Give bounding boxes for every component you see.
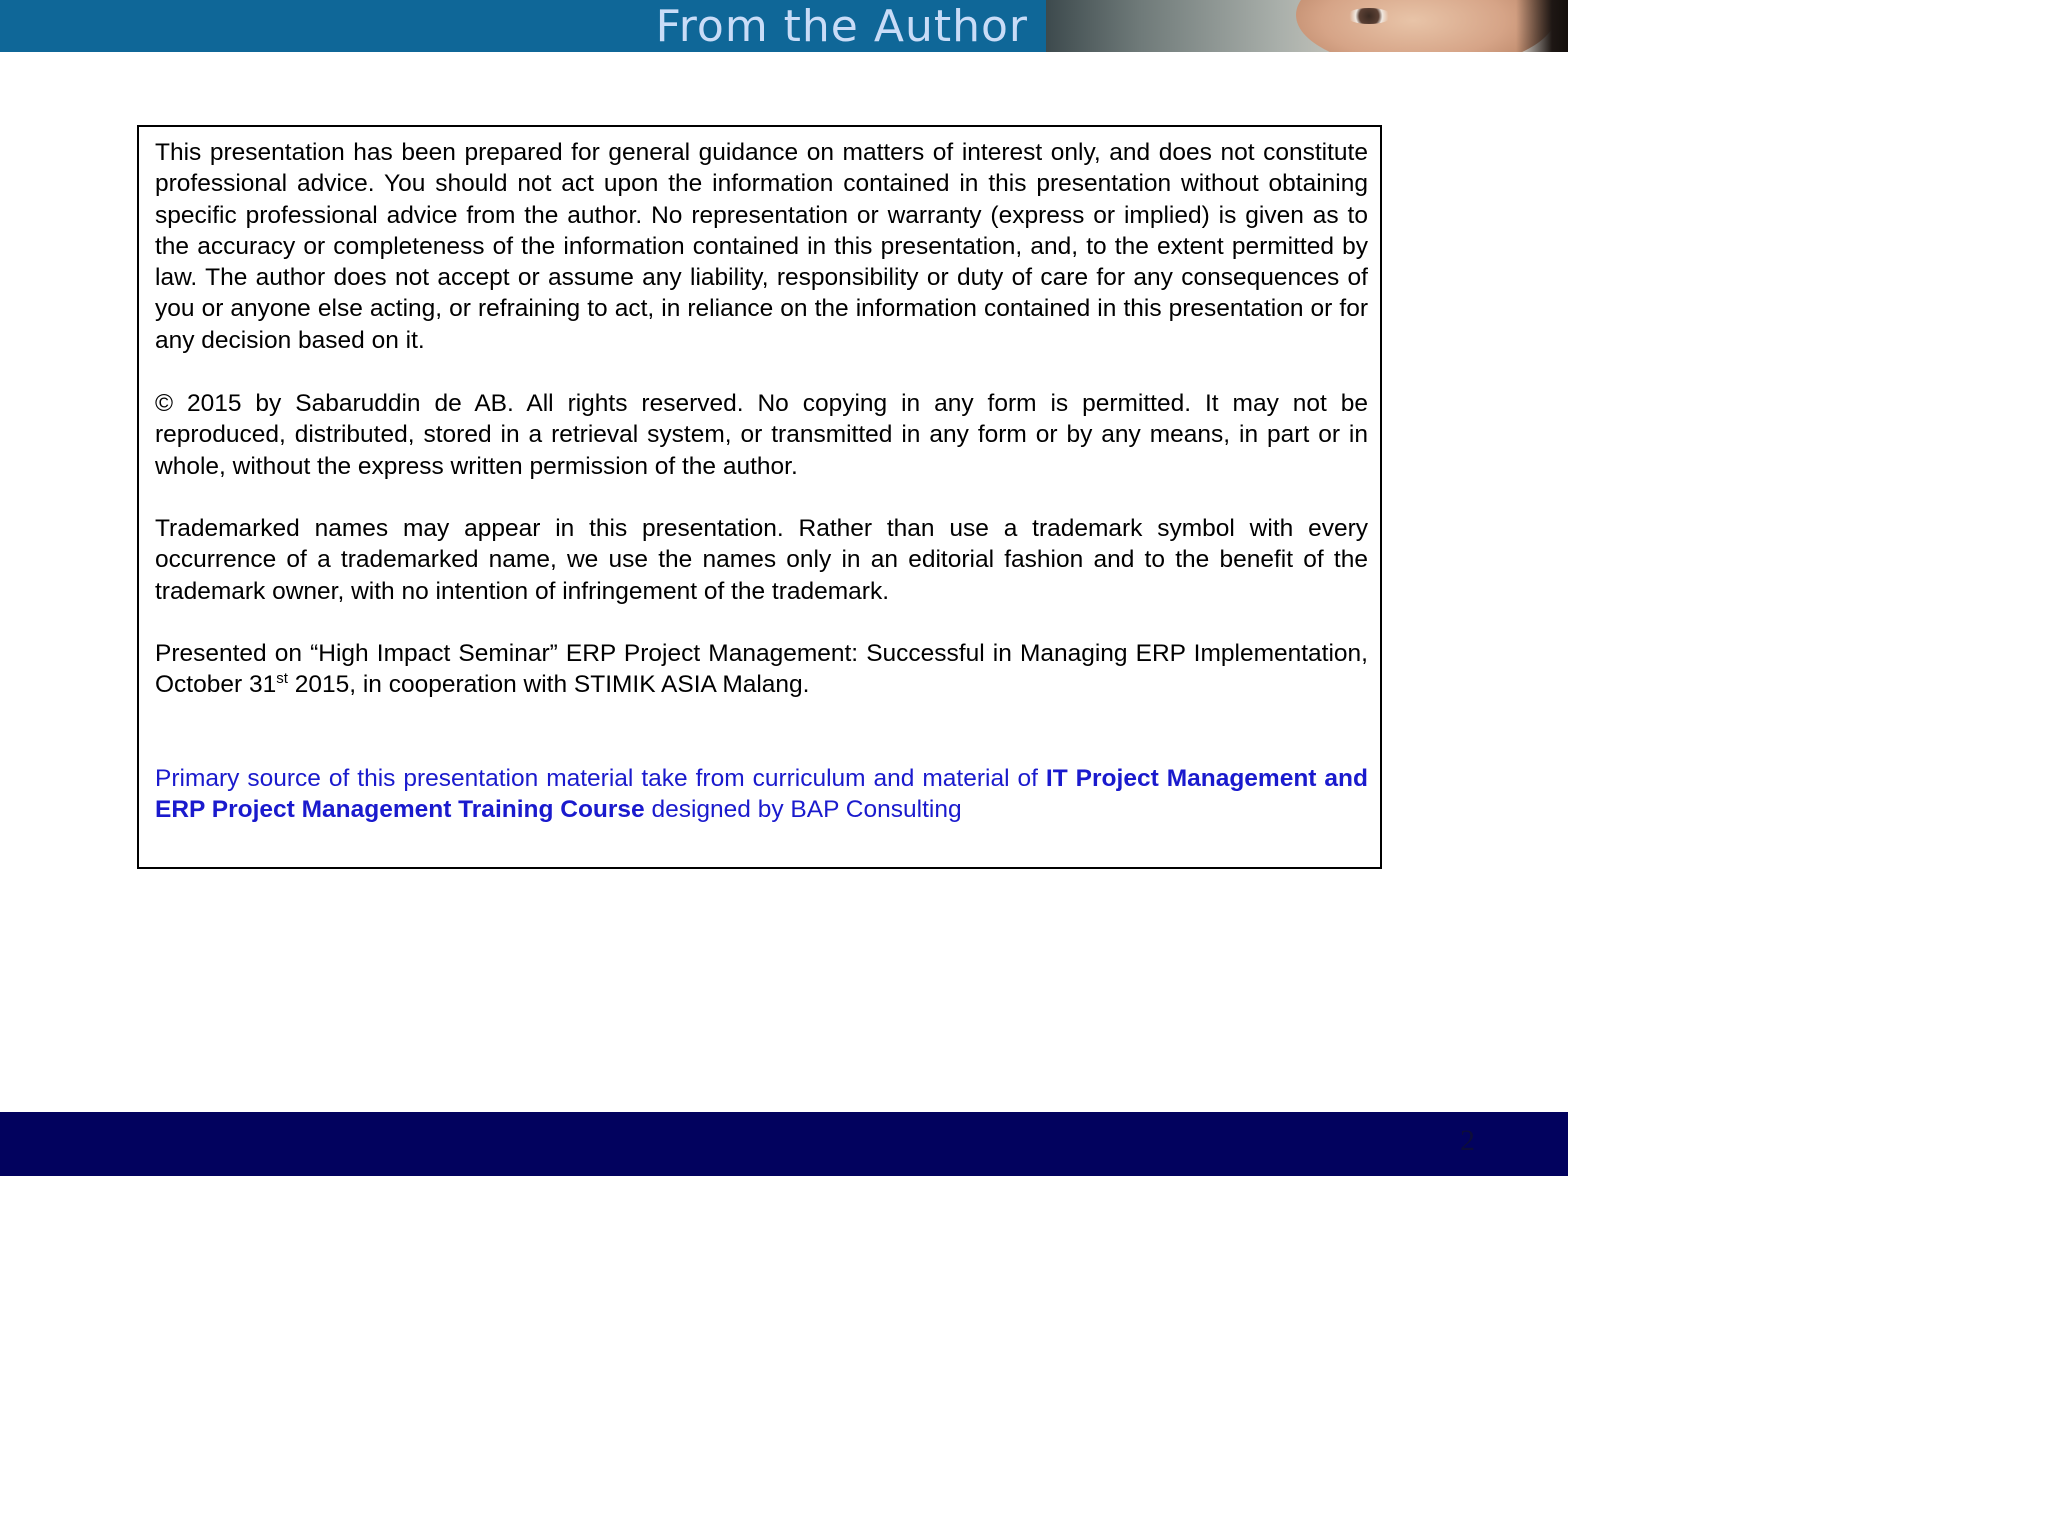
- course-name: IT Project Management and ERP Project Management Training Course: [155, 765, 1368, 824]
- header-photo: [1046, 0, 1568, 52]
- trademark-paragraph: Trademarked names may appear in this presentation. Rather than use a trademark symbol with every occurrence of a trademarked name, we use the names only in an editorial fashion and to the benefit of the trademark owner, with no intention of infringement of the trademark.: [155, 515, 1368, 605]
- slide-title: From the Author: [655, 1, 1028, 52]
- ordinal-superscript: st: [276, 670, 288, 688]
- hair-image: [1516, 0, 1568, 52]
- eye-image: [1346, 8, 1392, 24]
- presented-text-end: 2015, in cooperation with STIMIK ASIA Malang.: [287, 671, 810, 699]
- author-note-box: [137, 125, 1382, 869]
- source-outro: designed by BAP Consulting: [644, 796, 962, 824]
- copyright-paragraph: © 2015 by Sabaruddin de AB. All rights reserved. No copying in any form is permitted. It may not be reproduced, distributed, stored in a retrieval system, or transmitted in any form or by any means, in part or in whole, without the express written permission of the author.: [155, 390, 1368, 480]
- presented-paragraph: [155, 638, 1368, 701]
- source-paragraph: [155, 763, 1368, 826]
- presented-text: Presented on “High Impact Seminar” ERP Project Management: Successful in Managing ERP Implementation, October 31: [155, 640, 1368, 699]
- slide-header: [0, 0, 1568, 52]
- slide-footer: [0, 1112, 1568, 1176]
- source-intro: Primary source of this presentation material take from curriculum and material of: [155, 765, 1046, 792]
- disclaimer-paragraph: This presentation has been prepared for general guidance on matters of interest only, and does not constitute professional advice. You should not act upon the information contained in this presentation without obtaining specific professional advice from the author. No representation or warranty (express or implied) is given as to the accuracy or completeness of the information contained in this presentation, and, to the extent permitted by law. The author does not accept or assume any liability, responsibility or duty of care for any consequences of you or anyone else acting, or refraining to act, in reliance on the information contained in this presentation or for any decision based on it.: [155, 139, 1368, 354]
- page-number: 2: [1460, 1124, 1475, 1157]
